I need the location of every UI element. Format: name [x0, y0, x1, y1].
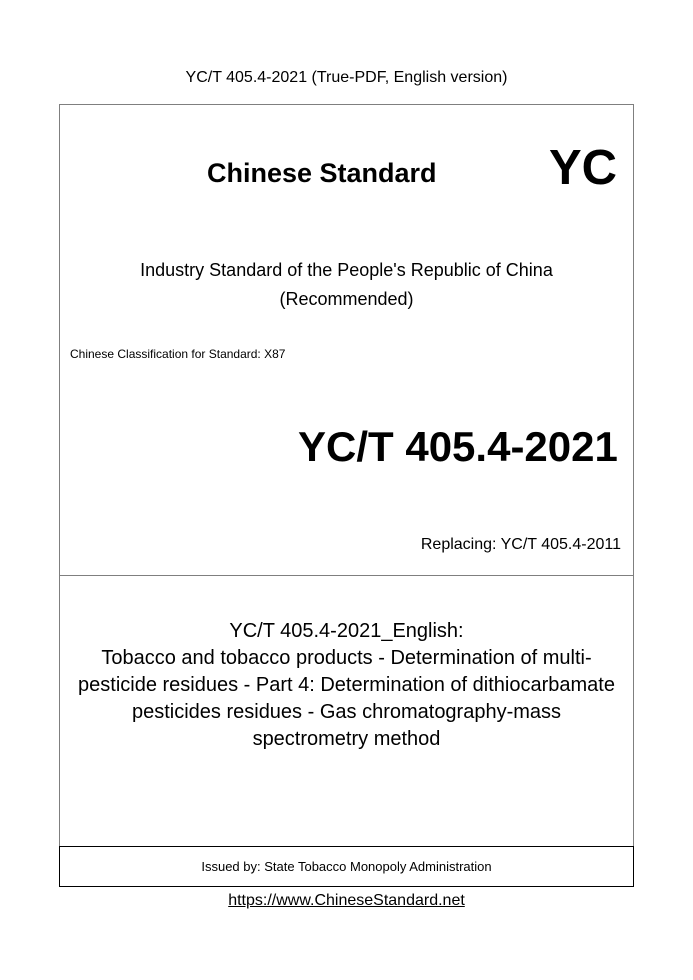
title-line: YC/T 405.4-2021_English:	[229, 620, 464, 642]
title-line: pesticides residues - Gas chromatography-mass	[131, 701, 562, 723]
recommended-label: (Recommended)	[279, 289, 414, 309]
website-link[interactable]: https://www.ChineseStandard.net	[228, 892, 465, 909]
classification-label: Chinese Classification for Standard: X87	[70, 347, 286, 361]
standard-code: YC	[549, 141, 618, 195]
title-line: pesticide residues - Part 4: Determination of dithiocarbamate	[78, 674, 615, 696]
section-divider	[59, 575, 634, 576]
cover-frame	[59, 104, 634, 887]
footer	[0, 892, 693, 910]
standard-number: YC/T 405.4-2021	[298, 423, 618, 470]
issued-by-box	[59, 846, 634, 887]
title-line: spectrometry method	[252, 728, 441, 750]
cover-title: Chinese Standard	[207, 158, 437, 188]
document-header-label: YC/T 405.4-2021 (True-PDF, English version)	[185, 69, 508, 86]
document-title-block	[59, 618, 634, 753]
replacing-label: Replacing: YC/T 405.4-2011	[420, 536, 621, 553]
issued-by-text: Issued by: State Tobacco Monopoly Administration	[201, 859, 492, 874]
title-line: Tobacco and tobacco products - Determination of multi-	[101, 647, 592, 669]
industry-standard-line: Industry Standard of the People's Republic of China	[140, 260, 553, 280]
